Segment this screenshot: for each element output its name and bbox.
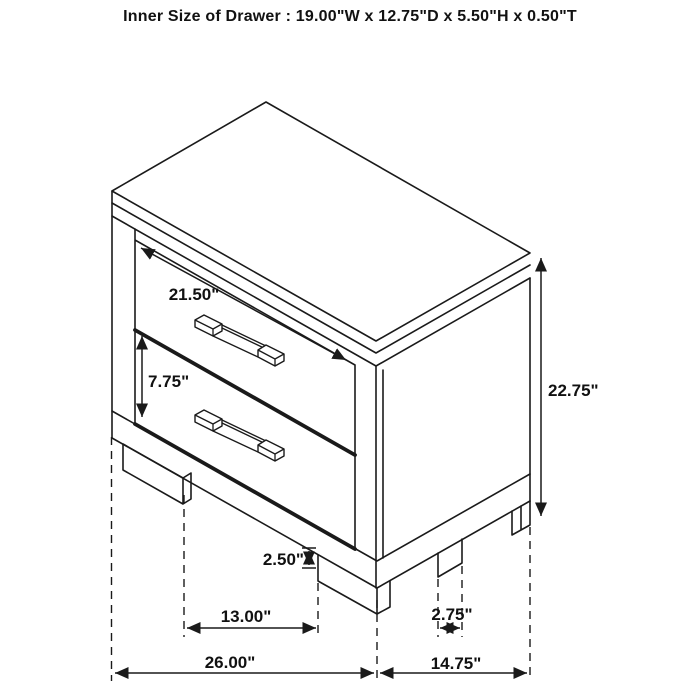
dimension-annotations <box>115 248 541 673</box>
drawer-handle-icon <box>195 315 284 366</box>
dim-label-overall-height: 22.75" <box>548 381 599 400</box>
drawer-gap-shadows <box>135 330 355 549</box>
dim-label-leg-height: 2.50" <box>262 550 304 569</box>
dim-label-drawer-height: 7.75" <box>148 372 190 391</box>
dim-label-overall-width: 26.00" <box>204 653 256 672</box>
drawer-handle-icon <box>195 410 284 461</box>
diagram-title: Inner Size of Drawer : 19.00"W x 12.75"D x 5.50"H x 0.50"T <box>123 8 577 25</box>
dim-label-side-leg-width: 2.75" <box>431 605 473 624</box>
dim-label-drawer-width: 21.50" <box>168 285 220 304</box>
nightstand-drawing <box>112 102 530 614</box>
nightstand-top-panel <box>112 102 530 341</box>
dim-label-overall-depth: 14.75" <box>430 654 482 673</box>
dim-label-front-leg-clearance: 13.00" <box>220 607 272 626</box>
dimension-labels <box>148 285 599 673</box>
